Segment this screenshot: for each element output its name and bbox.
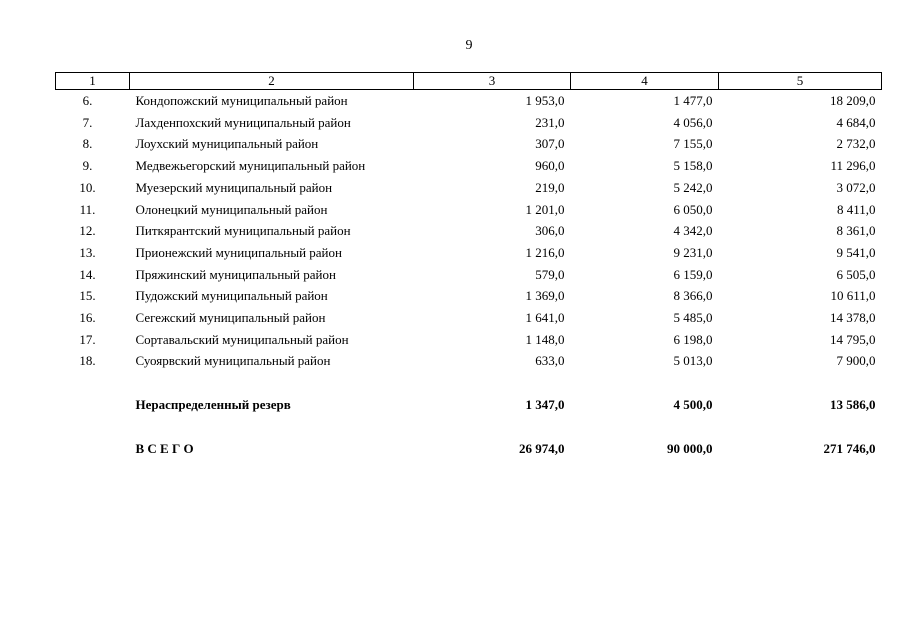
value-col-3: 579,0 [535, 266, 565, 282]
total-number-cell [56, 438, 130, 460]
value-col-5: 9 541,0 [836, 244, 876, 260]
header-row [56, 73, 882, 90]
district-name: Пряжинский муниципальный район [135, 266, 336, 282]
value-col-3: 306,0 [535, 223, 565, 239]
district-name: Прионежский муниципальный район [135, 244, 342, 260]
header-cell-4: 4 [571, 73, 719, 90]
value-col-3: 1 148,0 [525, 331, 565, 347]
row-number: 9. [82, 158, 93, 174]
value-col-5: 14 795,0 [830, 331, 876, 347]
table-row [56, 285, 882, 307]
value-col-4: 6 050,0 [673, 201, 713, 217]
value-col-3: 1 953,0 [525, 93, 565, 108]
district-name: Кондопожский муниципальный район [135, 93, 348, 108]
value-col-5: 6 505,0 [836, 266, 876, 282]
value-col-3: 231,0 [535, 114, 565, 130]
row-number: 17. [79, 331, 96, 347]
value-col-3: 1 369,0 [525, 288, 565, 304]
district-name: Лоухский муниципальный район [135, 136, 319, 152]
value-col-5: 8 411,0 [836, 201, 876, 217]
table-row [56, 350, 882, 372]
district-name: Лахденпохский муниципальный район [135, 114, 351, 130]
table-body [56, 90, 882, 460]
table-row [56, 242, 882, 264]
table-row [56, 329, 882, 351]
table-row [56, 112, 882, 134]
row-number: 18. [79, 353, 96, 369]
value-col-5: 11 296,0 [830, 158, 876, 174]
reserve-col-5: 13 586,0 [830, 397, 876, 413]
total-row [56, 438, 882, 460]
row-number: 12. [79, 223, 96, 239]
value-col-3: 1 641,0 [525, 310, 565, 326]
reserve-row [56, 394, 882, 416]
value-col-3: 1 201,0 [525, 201, 565, 217]
value-col-4: 5 013,0 [673, 353, 713, 369]
value-col-4: 4 342,0 [673, 223, 713, 239]
value-col-4: 7 155,0 [673, 136, 713, 152]
header-cell-1: 1 [56, 73, 130, 90]
value-col-5: 4 684,0 [836, 114, 876, 130]
row-number: 13. [79, 244, 96, 260]
header-cell-3: 3 [414, 73, 571, 90]
value-col-4: 6 159,0 [673, 266, 713, 282]
value-col-3: 633,0 [535, 353, 565, 369]
table-row [56, 177, 882, 199]
reserve-number-cell [56, 394, 130, 416]
value-col-3: 1 216,0 [525, 244, 565, 260]
value-col-3: 960,0 [535, 158, 565, 174]
page-number: 9 [465, 38, 473, 53]
district-name: Суоярвский муниципальный район [135, 353, 331, 369]
row-number: 14. [79, 266, 96, 282]
value-col-4: 4 056,0 [673, 114, 713, 130]
table-row [56, 199, 882, 221]
value-col-4: 9 231,0 [673, 244, 713, 260]
value-col-3: 219,0 [535, 179, 565, 195]
district-name: Сегежский муниципальный район [135, 310, 326, 326]
spacer-row [56, 416, 882, 438]
total-label: В С Е Г О [135, 440, 194, 456]
value-col-4: 1 477,0 [673, 93, 713, 108]
row-number: 10. [79, 179, 96, 195]
value-col-4: 5 158,0 [673, 158, 713, 174]
value-col-4: 5 242,0 [673, 179, 713, 195]
table-row [56, 90, 882, 112]
value-col-5: 2 732,0 [836, 136, 876, 152]
district-name: Пудожский муниципальный район [135, 288, 328, 304]
reserve-col-3: 1 347,0 [525, 397, 565, 413]
total-col-3: 26 974,0 [519, 440, 565, 456]
table-row [56, 155, 882, 177]
row-number: 11. [79, 201, 96, 217]
spacer-row [56, 372, 882, 394]
total-col-4: 90 000,0 [667, 440, 713, 456]
header-cell-5: 5 [719, 73, 882, 90]
row-number: 6. [82, 93, 93, 108]
value-col-5: 14 378,0 [830, 310, 876, 326]
table-row [56, 220, 882, 242]
value-col-5: 8 361,0 [836, 223, 876, 239]
value-col-4: 6 198,0 [673, 331, 713, 347]
value-col-5: 10 611,0 [830, 288, 876, 304]
district-name: Питкярантский муниципальный район [135, 223, 351, 239]
row-number: 7. [82, 114, 93, 130]
value-col-5: 3 072,0 [836, 179, 876, 195]
table-row [56, 307, 882, 329]
value-col-4: 5 485,0 [673, 310, 713, 326]
value-col-5: 18 209,0 [830, 93, 876, 108]
row-number: 8. [82, 136, 93, 152]
row-number: 16. [79, 310, 96, 326]
district-name: Медвежьегорский муниципальный район [135, 158, 366, 174]
district-name: Сортавальский муниципальный район [135, 331, 349, 347]
district-name: Муезерский муниципальный район [135, 179, 333, 195]
row-number: 15. [79, 288, 96, 304]
value-col-4: 8 366,0 [673, 288, 713, 304]
table-row [56, 264, 882, 286]
district-name: Олонецкий муниципальный район [135, 201, 328, 217]
budget-table [55, 72, 882, 460]
total-col-5: 271 746,0 [823, 440, 876, 456]
header-cell-2: 2 [130, 73, 414, 90]
value-col-5: 7 900,0 [836, 353, 876, 369]
reserve-col-4: 4 500,0 [673, 397, 713, 413]
reserve-label: Нераспределенный резерв [135, 397, 291, 413]
table-row [56, 133, 882, 155]
value-col-3: 307,0 [535, 136, 565, 152]
